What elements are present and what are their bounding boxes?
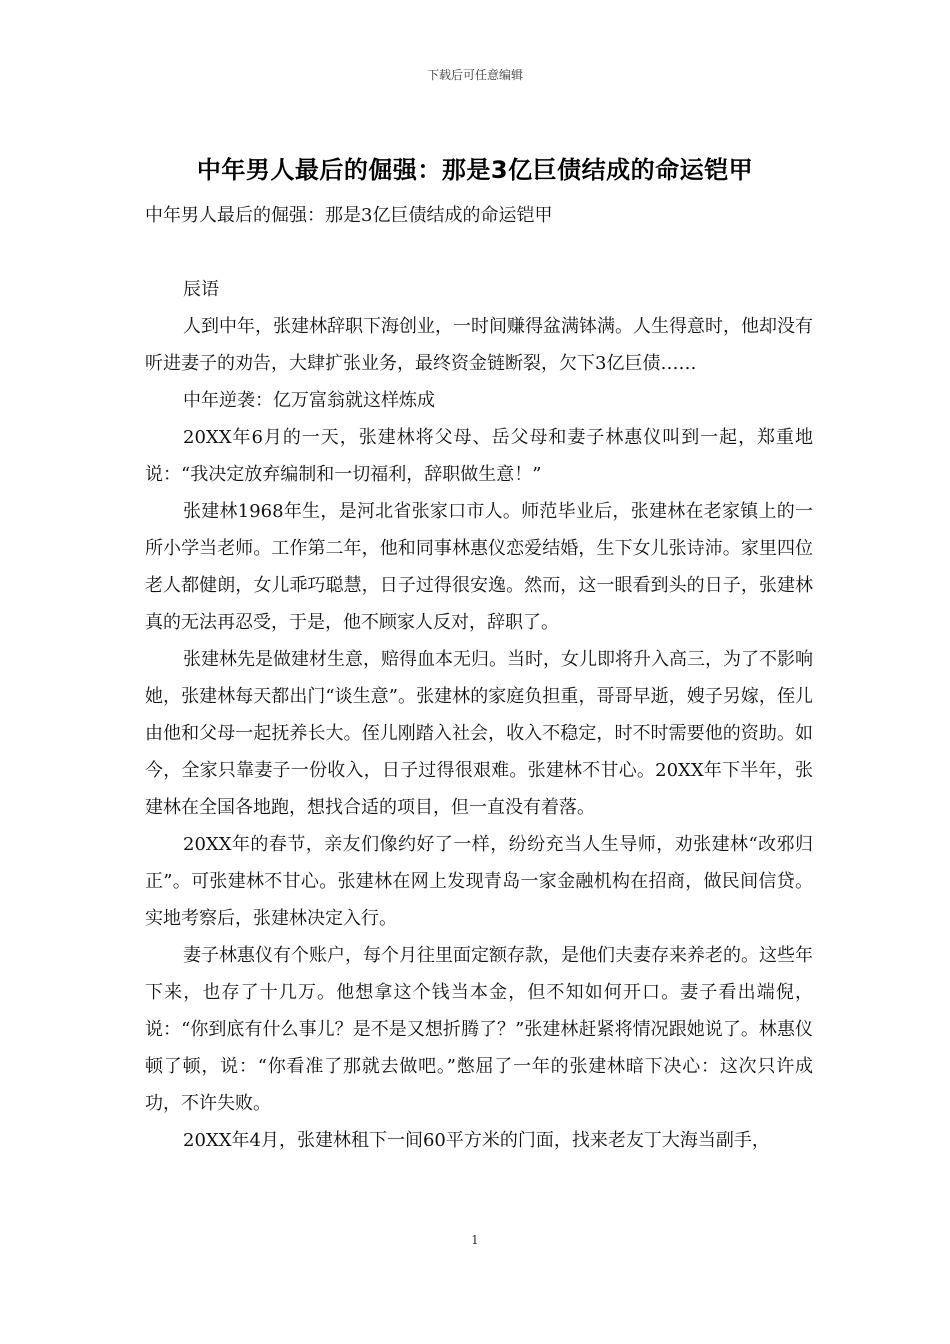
paragraph: 妻子林惠仪有个账户，每个月往里面定额存款，是他们夫妻存来养老的。这些年下来，也存了十几万。他想拿这个钱当本金，但不知如何开口。妻子看出端倪，说：“你到底有什么事儿？是不是又想折腾了？”张建林赶紧将情况跟她说了。林惠仪顿了顿，说：“你看准了那就去做吧。”憋屈了一年的张建林暗下决心：这次只许成功，不许失败。 [145,945,813,1114]
document-subtitle: 中年男人最后的倔强：那是3亿巨债结成的命运铠甲 [145,205,553,226]
paragraph-author: 辰语 [183,279,219,300]
paragraph: 20XX年4月，张建林租下一间60平方米的门面，找来老友丁大海当副手， [183,1130,770,1151]
page-header: 下载后可任意编辑 [426,68,523,82]
paragraph: 20XX年6月的一天，张建林将父母、岳父母和妻子林惠仪叫到一起，郑重地说：“我决定放弃编制和一切福利，辞职做生意！” [145,427,813,485]
document-title: 中年男人最后的倔强：那是3亿巨债结成的命运铠甲 [196,156,754,184]
paragraph: 人到中年，张建林辞职下海创业，一时间赚得盆满钵满。人生得意时，他却没有听进妻子的劝告，大肆扩张业务，最终资金链断裂，欠下3亿巨债…… [145,316,813,374]
paragraph: 张建林先是做建材生意，赔得血本无归。当时，女儿即将升入高三，为了不影响她，张建林每天都出门“谈生意”。张建林的家庭负担重，哥哥早逝，嫂子另嫁，侄儿由他和父母一起抚养长大。侄儿刚踏入社会，收入不稳定，时不时需要他的资助。如今，全家只靠妻子一份收入，日子过得很艰难。张建林不甘心。20XX年下半年，张建林在全国各地跑，想找合适的项目，但一直没有着落。 [145,649,813,818]
section-heading: 中年逆袭：亿万富翁就这样炼成 [183,390,435,411]
paragraph: 20XX年的春节，亲友们像约好了一样，纷纷充当人生导师，劝张建林“改邪归正”。可张建林不甘心。张建林在网上发现青岛一家金融机构在招商，做民间信贷。实地考察后，张建林决定入行。 [145,834,813,929]
document-body [145,197,813,1159]
paragraph: 张建林1968年生，是河北省张家口市人。师范毕业后，张建林在老家镇上的一所小学当老师。工作第二年，他和同事林惠仪恋爱结婚，生下女儿张诗沛。家里四位老人都健朗，女儿乖巧聪慧，日子过得很安逸。然而，这一眼看到头的日子，张建林真的无法再忍受，于是，他不顾家人反对，辞职了。 [145,501,813,633]
page-number: 1 [471,1233,479,1247]
